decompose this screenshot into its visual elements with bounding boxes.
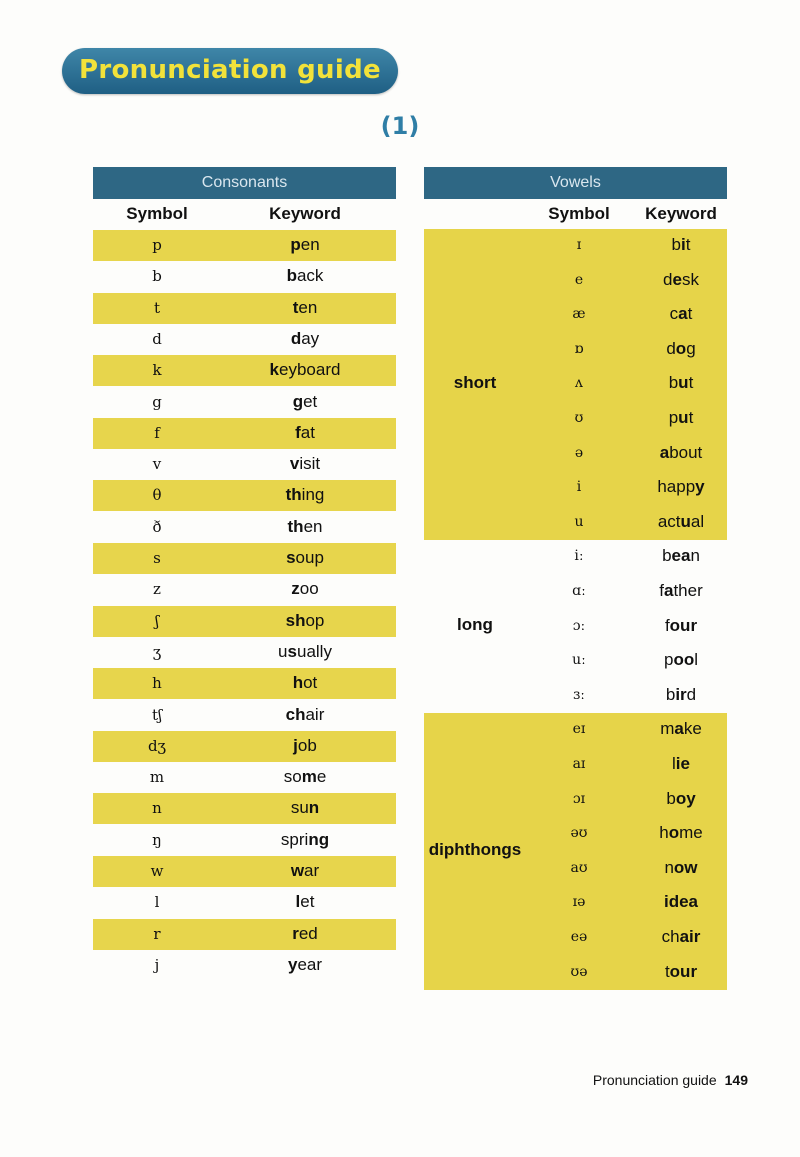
vowel-row [424, 748, 727, 782]
vowels-keyword-heading: Keyword [645, 204, 717, 223]
vowels-symbol-heading: Symbol [548, 204, 610, 223]
phonetic-symbol: θ [152, 486, 162, 505]
phonetic-symbol: s [153, 549, 161, 567]
phonetic-symbol: d [152, 329, 162, 348]
vowels-header: Vowels [424, 167, 727, 199]
page-footer [593, 1072, 748, 1088]
phonetic-symbol: h [152, 674, 162, 693]
vowel-row [424, 229, 727, 263]
phonetic-symbol: dʒ [147, 736, 167, 755]
page-title-banner [62, 48, 398, 94]
consonant-row [93, 449, 396, 480]
keyword: year [287, 954, 323, 974]
vowel-row [424, 298, 727, 332]
phonetic-symbol: ð [152, 517, 162, 536]
keyword: day [290, 328, 320, 348]
consonant-row [93, 887, 396, 918]
page-title: Pronunciation guide [79, 55, 381, 85]
phonetic-symbol: t [153, 298, 161, 317]
consonants-header: Consonants [93, 167, 396, 199]
keyword: fat [295, 422, 315, 442]
vowel-row [424, 921, 727, 955]
consonant-row [93, 637, 396, 668]
keyword: now [664, 857, 698, 877]
keyword: then [287, 516, 323, 536]
keyword: desk [663, 269, 699, 289]
phonetic-symbol: tʃ [151, 705, 163, 724]
consonant-row [93, 543, 396, 574]
keyword: zoo [291, 579, 319, 599]
phonetic-symbol: m [149, 768, 165, 787]
consonant-row [93, 793, 396, 824]
consonant-row [93, 668, 396, 699]
keyword: put [668, 408, 694, 427]
keyword: bird [665, 684, 697, 704]
consonant-row [93, 355, 396, 386]
phonetic-symbol: p [152, 236, 162, 254]
phonetic-symbol: g [152, 392, 162, 411]
phonetic-symbol: ʌ [575, 375, 583, 392]
consonant-row [93, 919, 396, 950]
keyword: pen [290, 235, 320, 254]
vowel-row [424, 333, 727, 367]
phonetic-symbol: ʊ [574, 410, 584, 426]
vowel-row [424, 679, 727, 713]
consonants-symbol-heading: Symbol [126, 204, 188, 223]
phonetic-symbol: eɪ [572, 721, 586, 738]
phonetic-symbol: ʊə [570, 963, 588, 980]
vowel-row [424, 471, 727, 505]
page-number: 149 [724, 1072, 748, 1088]
keyword: father [659, 581, 703, 600]
vowel-row [424, 367, 727, 401]
consonant-row [93, 825, 396, 856]
phonetic-symbol: i [576, 479, 582, 496]
keyword: bit [671, 235, 691, 254]
phonetic-symbol: iː [574, 548, 584, 565]
vowel-row [424, 437, 727, 471]
keyword: soup [286, 548, 324, 567]
keyword: ten [292, 297, 318, 317]
keyword: lie [672, 754, 690, 773]
phonetic-symbol: ə [574, 444, 584, 461]
phonetic-symbol: ʒ [152, 642, 162, 661]
phonetic-symbol: æ [572, 306, 586, 323]
vowel-row [424, 644, 727, 678]
phonetic-symbol: aɪ [572, 756, 586, 772]
consonants-keyword-heading: Keyword [269, 204, 341, 223]
phonetic-symbol: l [154, 893, 160, 912]
phonetic-symbol: uː [572, 652, 586, 669]
phonetic-symbol: k [152, 361, 162, 380]
keyword: visit [289, 454, 321, 474]
keyword: red [292, 923, 318, 943]
consonant-row [93, 418, 396, 449]
keyword: idea [663, 892, 699, 912]
phonetic-symbol: z [153, 580, 161, 599]
keyword: keyboard [269, 360, 341, 380]
phonetic-symbol: w [150, 862, 164, 880]
consonant-row [93, 512, 396, 543]
vowel-row [424, 817, 727, 851]
keyword: tour [664, 961, 698, 981]
keyword: bean [662, 546, 700, 566]
phonetic-symbol: aʊ [570, 859, 588, 876]
phonetic-symbol: n [152, 799, 162, 818]
phonetic-symbol: eə [570, 929, 588, 945]
consonant-row [93, 230, 396, 261]
vowel-row [424, 575, 727, 609]
keyword: war [290, 861, 320, 880]
keyword: job [293, 735, 317, 755]
keyword: cat [669, 304, 693, 324]
vowel-row [424, 956, 727, 990]
vowel-row [424, 783, 727, 817]
vowel-row [424, 264, 727, 298]
consonant-row [93, 574, 396, 605]
phonetic-symbol: ɒ [574, 340, 584, 357]
consonant-row [93, 480, 396, 511]
phonetic-symbol: ɔː [572, 617, 586, 634]
keyword: usually [278, 641, 332, 661]
footer-label: Pronunciation guide [592, 1072, 717, 1088]
keyword: happy [657, 477, 705, 497]
vowel-row [424, 852, 727, 886]
long-vowels-label: long [457, 614, 493, 634]
vowel-row [424, 402, 727, 436]
keyword: pool [663, 650, 699, 670]
keyword: let [295, 892, 315, 912]
vowel-row [424, 886, 727, 920]
phonetic-symbol: r [153, 924, 161, 943]
keyword: chair [285, 704, 325, 724]
consonant-row [93, 387, 396, 418]
phonetic-symbol: e [574, 271, 584, 288]
keyword: shop [285, 610, 325, 630]
phonetic-symbol: ɪ [576, 237, 582, 253]
keyword: some [283, 767, 327, 787]
consonant-row [93, 731, 396, 762]
phonetic-symbol: f [154, 423, 160, 442]
vowel-row [424, 506, 727, 540]
phonetic-symbol: ɑː [572, 583, 586, 599]
phonetic-symbol: ɔɪ [572, 790, 586, 807]
phonetic-symbol: u [574, 513, 584, 530]
consonant-row [93, 606, 396, 637]
keyword: home [659, 823, 703, 843]
consonant-row [93, 856, 396, 887]
keyword: back [286, 266, 324, 286]
phonetic-symbol: v [152, 455, 162, 474]
phonetic-symbol: j [154, 955, 160, 974]
keyword: spring [280, 829, 330, 849]
phonetic-symbol: ʃ [154, 611, 160, 630]
keyword: about [659, 442, 703, 462]
keyword: four [664, 615, 698, 635]
keyword: hot [292, 673, 318, 693]
consonant-row [93, 261, 396, 292]
section-number: (1) [380, 112, 420, 140]
keyword: thing [285, 485, 325, 505]
diphthongs-vowels-label: diphthongs [428, 839, 522, 859]
keyword: sun [290, 798, 320, 818]
vowel-row [424, 540, 727, 574]
phonetic-symbol: əʊ [570, 825, 588, 842]
keyword: dog [666, 338, 696, 358]
keyword: boy [666, 788, 696, 808]
vowel-row [424, 713, 727, 747]
phonetic-symbol: ɪə [572, 894, 586, 911]
vowel-row [424, 610, 727, 644]
keyword: actual [657, 511, 705, 531]
keyword: but [668, 373, 694, 393]
consonant-row [93, 762, 396, 793]
consonant-row [93, 950, 396, 981]
phonetic-symbol: b [152, 267, 162, 286]
keyword: chair [661, 927, 701, 946]
keyword: make [660, 719, 702, 739]
phonetic-symbol: ŋ [152, 830, 162, 849]
keyword: get [292, 391, 318, 411]
short-vowels-label: short [453, 372, 497, 392]
consonant-row [93, 293, 396, 324]
consonant-row [93, 700, 396, 731]
phonetic-symbol: ɜː [573, 686, 585, 703]
consonant-row [93, 324, 396, 355]
